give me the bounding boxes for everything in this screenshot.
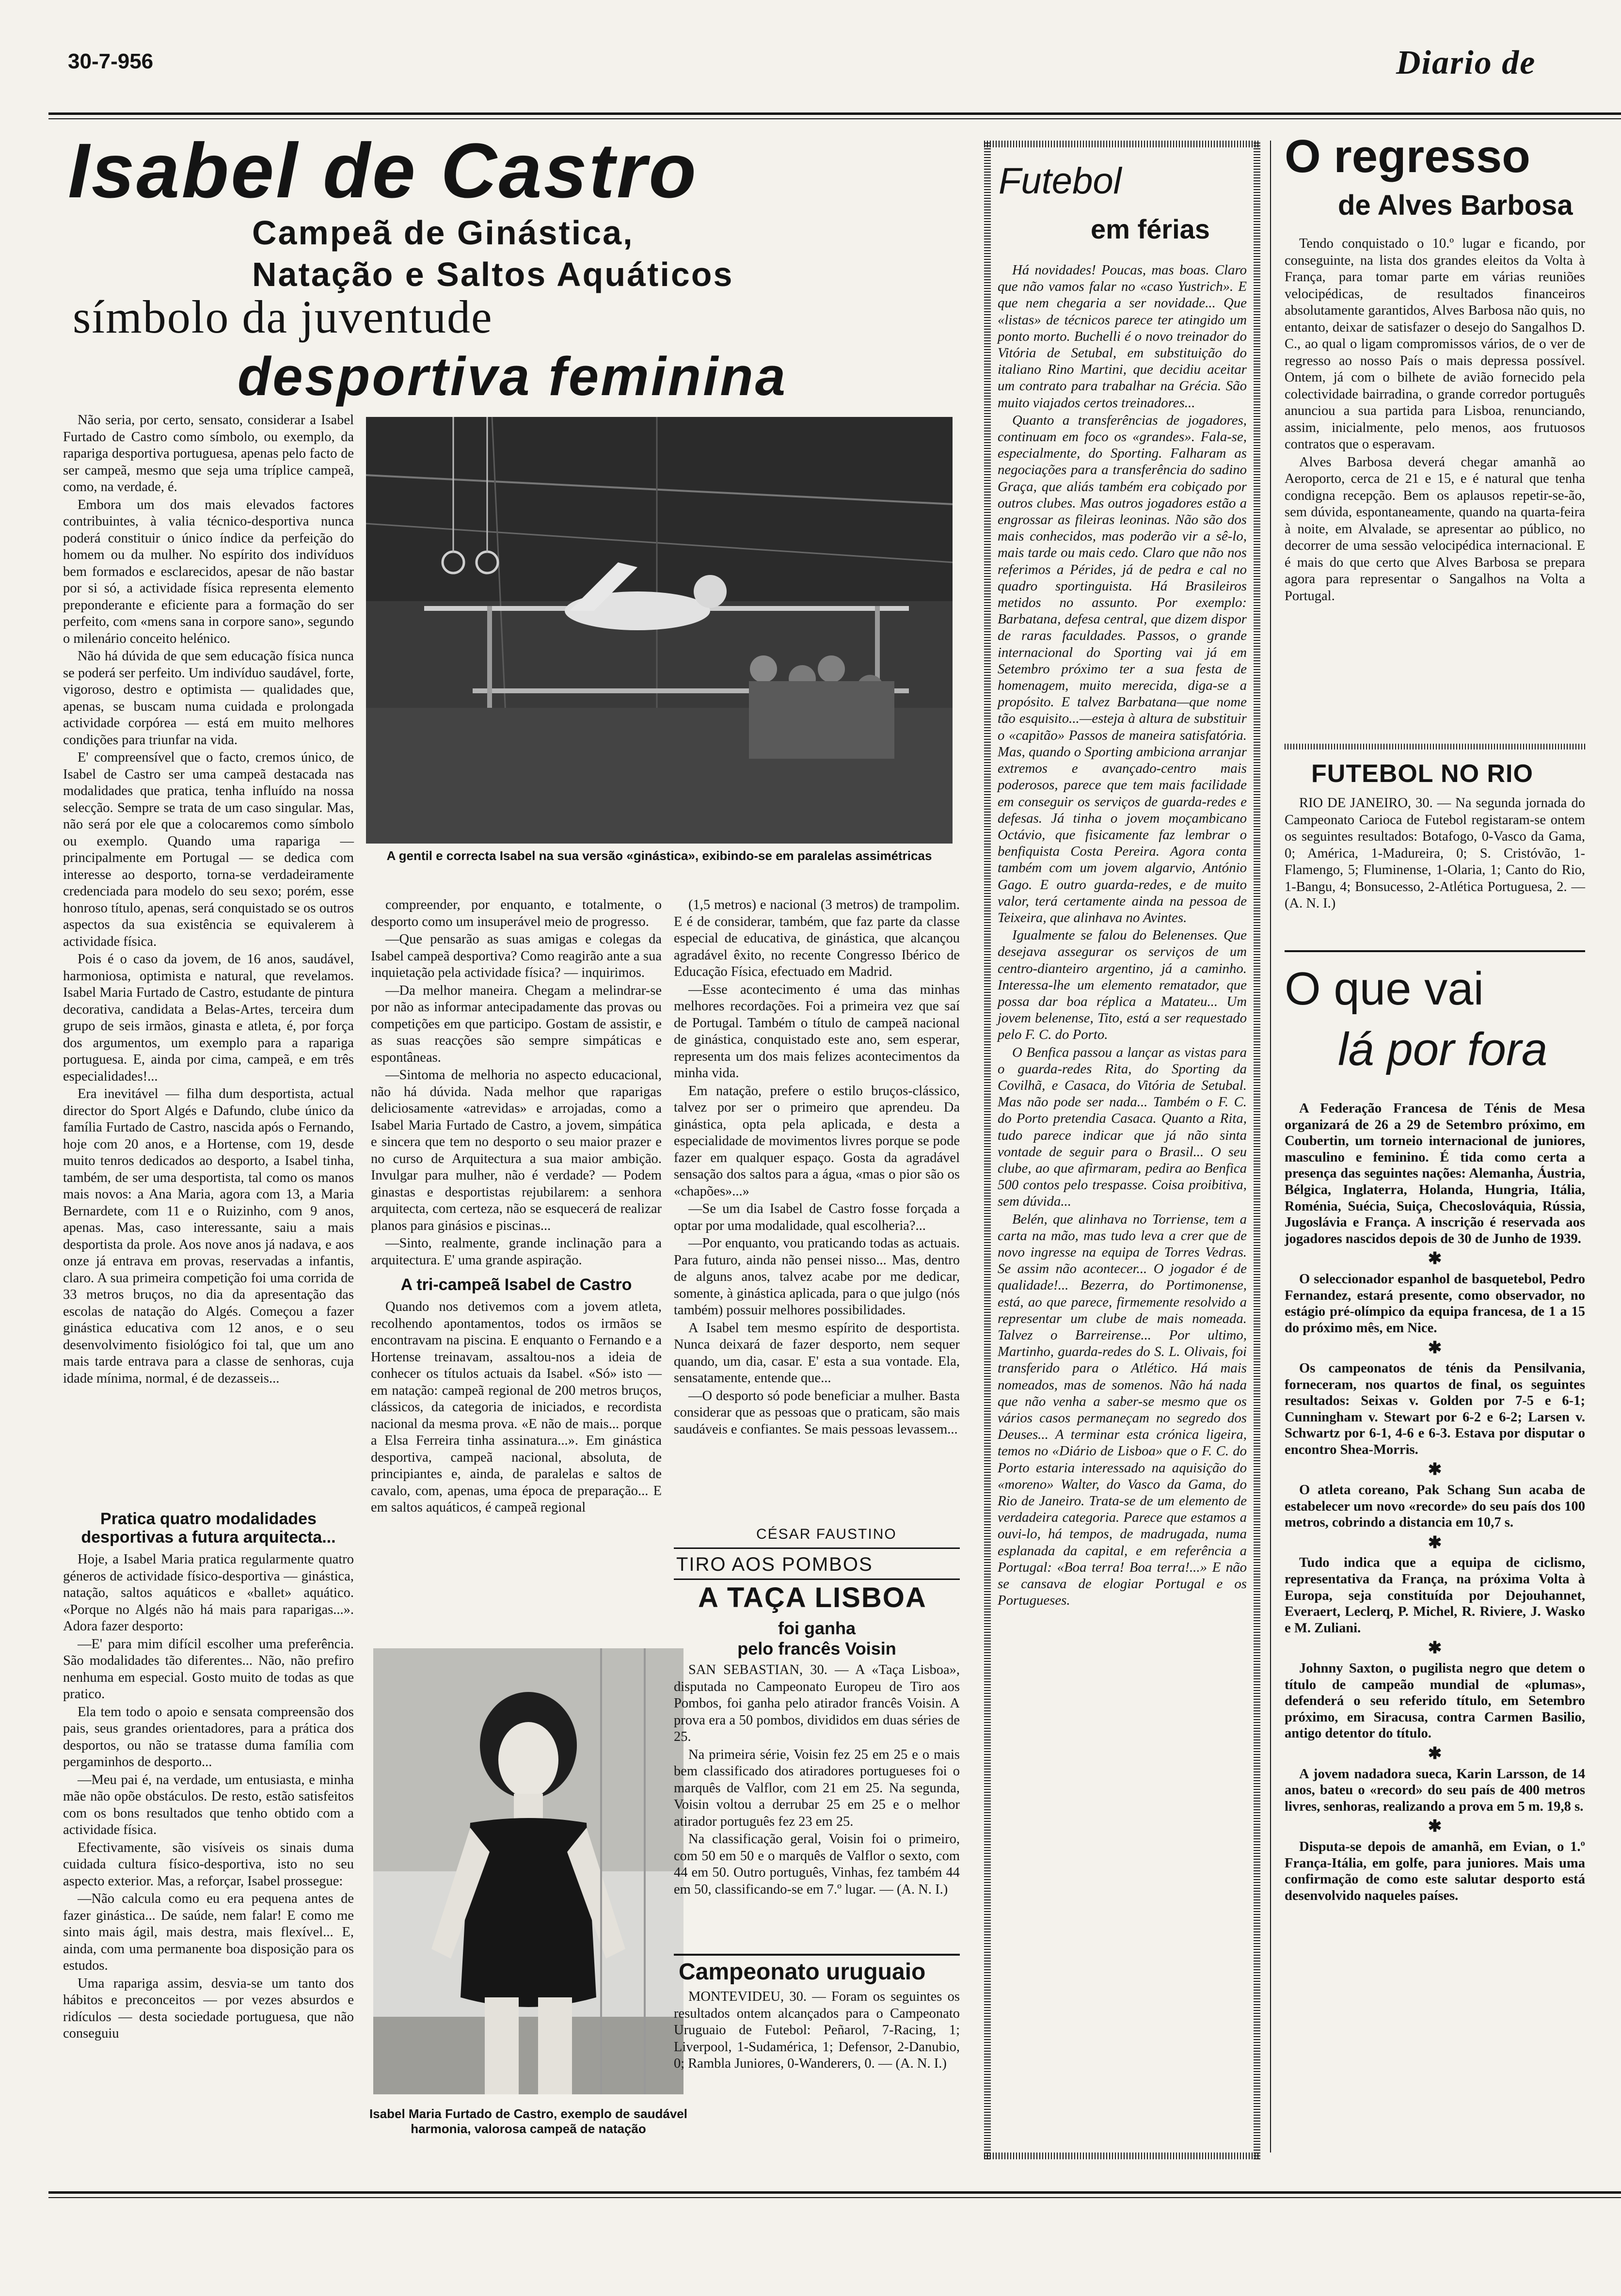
paragraph: —O desporto só pode beneficiar a mulher. Basta considerar que as pessoas que o praticam, são mais saudáveis e confiantes. Se mais pessoas levassem... (674, 1388, 960, 1437)
main-subtitle-3: símbolo da juventude (73, 291, 493, 343)
quevai-title-1: O que vai (1285, 963, 1484, 1015)
main-col-1b (63, 1503, 354, 2186)
futebol-box-left-border (984, 141, 991, 2159)
tiro-title: A TAÇA LISBOA (698, 1582, 927, 1613)
page-date: 30-7-956 (68, 49, 154, 73)
swimmer-photo-graphic (373, 1648, 683, 2094)
regresso-title-2: de Alves Barbosa (1338, 190, 1573, 221)
footer-rule-thin (48, 2197, 1621, 2198)
list-item: Os campeonatos de ténis da Pensilvania, forneceram, nos quartos de final, os seguintes resultados: Seixas v. Golden por 7-5 e 6-1; Cunningham v. Stewart por 6-2 e 6-2; Larsen v. Schwartz por 6-1, 4-6 e 6-3. Estava por disputar o encontro Shea-Morris. (1285, 1360, 1585, 1457)
rio-title: FUTEBOL NO RIO (1311, 760, 1533, 788)
quevai-body (1285, 1100, 1585, 2152)
paragraph: Tendo conquistado o 10.º lugar e ficando, por conseguinte, na lista dos grandes eleitos da Volta à França, para tomar parte em várias reuniões velocipédicas, de resultados financeiros absolutamente garantidos, Alves Barbosa não quis, no entanto, deixar de satisfazer o desejo do Sangalhos D. C., ao qual o ligam compromissos vários, de o ver de regresso ao nosso País o mais depressa possível. Ontem, já com o bilhete de avião fornecido pela colectividade bairradina, o grande corredor português anunciou a sua partida para Lisboa, renunciando, assim, inicialmente, pelo menos, aos frutuosos contratos que o esperavam. (1285, 236, 1585, 452)
paragraph: E' compreensível que o facto, cremos único, de Isabel de Castro ser uma campeã destacada nas modalidades que pratica, tenha influído na nossa selecção. Sempre se trata de um caso singular. Mas, não será por ele que a colocaremos como símbolo ou exemplo. Quando uma rapariga — principalmente em Portugal — se dedica com interesse ao desporto, torna-se verdadeiramente credenciada para modelo do seu sexo; porém, esse honroso título, apenas, será conquistado se os outros aspectos da sua existência se equivalerem à actividade física. (63, 750, 354, 949)
paragraph: Hoje, a Isabel Maria pratica regularmente quatro géneros de actividade físico-desportiva — ginástica, natação, saltos aquáticos e «ballet» aquático. «Porque no Algés não há mais para raparigas...». Adora fazer desporto: (63, 1552, 354, 1634)
star-separator-icon: ✱ (1428, 1250, 1442, 1268)
paragraph: Belén, que alinhava no Torriense, tem a carta na mão, mas tudo leva a crer que de novo ingresse na equipa de Torres Vedras. Se assim não acontecer... O jogador é de qualidade!... Bezerra, do Portimonense, está, ao que parece, firmemente resolvido a representar um clube de mais nomeada. Talvez o Barreirense... Por ultimo, Martinho, guarda-redes do S. L. Olivais, foi transferido para o Atlético. Há mais nomeados, mas de somenos. Não há nada que não venha a saber-se mesmo que os vários casos permaneçam no segredo dos Deuses... A terminar esta crónica ligeira, temos no «Diário de Lisboa» que o F. C. do Porto estaria interessado na aquisição do «moreno» Walter, do Vasco da Gama, do Rio de Janeiro. Trata-se de um elemento de verdadeira categoria. Parece que estamos a ouvi-lo, há tempos, de madrugada, numa esplanada da capital, e em referência a Portugal: «Boa terra! Boa terra!...» E não se cansava de elogiar Portugal e os Portugueses. (998, 1211, 1247, 1609)
futebol-title-2: em férias (1091, 214, 1210, 244)
regresso-body (1285, 236, 1585, 730)
rio-bottom-rule (1285, 950, 1585, 952)
section-heading: A tri-campeã Isabel de Castro (400, 1276, 632, 1294)
masthead: Diario de (1396, 44, 1536, 81)
main-col-2 (371, 897, 662, 1634)
paragraph: (1,5 metros) e nacional (3 metros) de trampolim. E é de considerar, também, que faz parte da classe especial de educativa, de ginástica, que alcançou agradável êxito, no recente Congresso Ibérico de Educação Física, efectuado em Madrid. (674, 897, 960, 979)
paragraph: Efectivamente, são visíveis os sinais duma cuidada cultura físico-desportiva, isto no seu aspecto exterior. Mas, a reforçar, Isabel prossegue: (63, 1840, 354, 1889)
list-item: Tudo indica que a equipa de ciclismo, representativa da França, na próxima Volta à Europa, seja constituída por Dejouhannet, Everaert, Leclerq, P. Michel, R. Riviere, J. Wasko e M. Zuliani. (1285, 1555, 1585, 1636)
uruguaio-title: Campeonato uruguaio (679, 1959, 926, 1985)
main-col-1 (63, 412, 354, 1386)
list-item: Disputa-se depois de amanhã, em Evian, o 1.º França-Itália, em golfe, para juniores. Mais uma confirmação de como este salutar desporto está desenvolvido naqueles países. (1285, 1839, 1585, 1903)
paragraph: —Por enquanto, vou praticando todas as actuais. Para futuro, ainda não pensei nisso... Mas, dentro de alguns anos, talvez acabe por me dedicar, somente, à ginástica aplicada, para o que julgo (nós também) possuir melhores possibilidades. (674, 1236, 960, 1318)
list-item: A jovem nadadora sueca, Karin Larsson, de 14 anos, bateu o «record» do seu país de 400 metros livres, senhoras, realizando a prova em 5 m. 19,8 s. (1285, 1766, 1585, 1814)
uruguaio-rule (674, 1954, 960, 1956)
section-heading: Pratica quatro modalidades desportivas a futura arquitecta... (81, 1510, 336, 1547)
futebol-box-top-border (984, 141, 1260, 147)
gymnastics-photo-graphic (366, 417, 953, 844)
paragraph: Em natação, prefere o estilo bruços-clássico, talvez por ser o primeiro que aprendeu. Da ginástica, opta pela aplicada, e desta a especialidade de movimentos livres porque se pode fazer em qualquer espaço. Gosta da agradável sensação dos saltos para a água, «mas o pior são os «chapões»...» (674, 1083, 960, 1199)
paragraph: Não há dúvida de que sem educação física nunca se poderá ser perfeito. Um indivíduo saudável, forte, vigoroso, destro e optimista — qualidades que, apenas, se buscam numa cuidada e prolongada actividade corpórea — está em muito melhores condições para triunfar na vida. (63, 649, 354, 748)
list-item: O atleta coreano, Pak Schang Sun acaba de estabelecer um novo «recorde» do seu país dos 100 metros, cobrindo a distancia em 10,7 s. (1285, 1483, 1585, 1531)
paragraph: Era inevitável — filha dum desportista, actual director do Sport Algés e Dafundo, clube único da família Furtado de Castro, nascida após o Fernando, hoje com 20 anos, e a Hortense, com 19, desde muito tenros dedicados ao desporto, a Isabel tinha, também, de ser uma desportista, tal como os manos mais novos: a Ana Maria, agora com 13, a Maria Bernardete, com 11 e o Ruizinho, com 9 anos, apenas. Mas, caso interessante, saiu a mais desportista da prole. Aos nove anos já nadava, e aos onze já entrava em provas, reservadas a infantis, claro. A sua primeira competição foi uma corrida de 33 metros bruços, no dia da apresentação das escolas de natação do Algés. Começou a fazer ginástica educativa com 12 anos, e o seu desenvolvimento fisiológico foi tal, que um ano mais tarde entrava para a classe de senhoras, cuja idade mínima, normal, é de dezasseis... (63, 1086, 354, 1386)
futebol-box-right-border (1254, 141, 1260, 2159)
paragraph: —Sintoma de melhoria no aspecto educacional, não há dúvida. Nada melhor que raparigas deliciosamente «atrevidas» e arrojadas, como a Isabel Maria Furtado de Castro, a jovem, simpática e sincera que tem no desporto o seu maior prazer e no curso de Arquitectura a sua maior ambição. Invulgar para mulher, não é verdade? — Podem ginastas e desportistas rejubilarem: a senhora arquitecta, com certeza, não se esquecerá de realizar planos para ginásios e piscinas... (371, 1068, 662, 1233)
rio-body (1285, 795, 1585, 945)
list-item: A Federação Francesa de Ténis de Mesa organizará de 26 a 29 de Setembro próximo, em Coubertin, um torneio internacional de juniores, masculino e feminino. É tida como certa a presença das seguintes nações: Alemanha, Áustria, Bélgica, Inglaterra, Holanda, Hungria, Itália, Roménia, Suécia, Suiça, Checoslováquia, Rússia, Jugoslávia e França. A inscrição é reservada aos jogadores nascidos depois de 30 de Junho de 1939. (1285, 1101, 1585, 1246)
paragraph: —E' para mim difícil escolher uma preferência. São modalidades tão diferentes... Não, não prefiro nenhuma em especial. Gosto muito de todas as que pratico. (63, 1636, 354, 1702)
column-divider (1270, 141, 1271, 2152)
paragraph: Não seria, por certo, sensato, considerar a Isabel Furtado de Castro como símbolo, ou exemplo, da rapariga desportiva portuguesa, apenas pelo facto de ser campeã, mesmo que seja uma tríplice campeã, como, na verdade, é. (63, 413, 354, 494)
main-col-3 (674, 897, 960, 1522)
star-separator-icon: ✱ (1428, 1339, 1442, 1357)
paragraph: Há novidades! Poucas, mas boas. Claro que não vamos falar no «caso Yustrich». E que nem chegaria a ser novidade... Que «listas» de técnicos parece ter atingido um ponto morto. Buchelli é o novo treinador do Vitória de Setubal, em substituição do italiano Rino Martini, que decidiu aceitar um contrato para trabalhar na Grécia. São muito viajados certos treinadores... (998, 262, 1247, 411)
byline-rule (674, 1547, 960, 1549)
uruguaio-body (674, 1989, 960, 2139)
swimmer-photo-caption: Isabel Maria Furtado de Castro, exemplo de saudável harmonia, valorosa campeã de natação (369, 2106, 687, 2136)
paragraph: —Esse acontecimento é uma das minhas melhores recordações. Foi a primeira vez que saí de Portugal. Também o título de campeã nacional de ginástica, conquistado este ano, sem esperar, representa um dos mais felizes acontecimentos da minha vida. (674, 982, 960, 1081)
paragraph: SAN SEBASTIAN, 30. — A «Taça Lisboa», disputada no Campeonato Europeu de Tiro aos Pombos, foi ganha pelo atirador francês Voisin. A prova era a 50 pombos, divididos em duas séries de 25. (674, 1662, 960, 1744)
paragraph: Pois é o caso da jovem, de 16 anos, saudável, harmoniosa, optimista e natural, que revelamos. Isabel Maria Furtado de Castro, estudante de pintura decorativa, candidata a Belas-Artes, terceira dum grupo de seis irmãos, ginasta e atleta, é, por força dos argumentos, um exemplo para a rapariga portuguesa. E, ainda por cima, campeã, e em três especialidades!... (63, 952, 354, 1084)
paragraph: MONTEVIDEU, 30. — Foram os seguintes os resultados ontem alcançados para o Campeonato Uruguaio de Futebol: Peñarol, 7-Racing, 1; Liverpool, 1-Sudamérica, 1; Defensor, 2-Danubio, 0; Rambla Juniores, 0-Wanderers, 0. — (A. N. I.) (674, 1989, 960, 2071)
paragraph: —Da melhor maneira. Chegam a melindrar-se por não as informar antecipadamente das provas ou competições em que participo. Gostam de assistir, e as suas reacções são sempre simpáticas e espontâneas. (371, 983, 662, 1065)
header-rule (48, 112, 1621, 115)
quevai-title-2: lá por fora (1338, 1023, 1548, 1075)
paragraph: O Benfica passou a lançar as vistas para o guarda-redes Rita, do Sporting da Covilhã, e Casaca, do Vitória de Setubal. Mas não pode ser nada... Também o F. C. do Porto pretendia Casaca. Quanto a Rita, tudo parece indicar que já não sinta vontade de seguir para o Brasil... O seu clube, ao que afirmaram, pedira ao Benfica 500 contos pelo trespasse. Coisa proibitiva, sem dúvida... (998, 1044, 1247, 1210)
tiro-body (674, 1662, 960, 1953)
rio-top-border (1285, 744, 1585, 749)
main-title: Isabel de Castro (68, 127, 699, 214)
star-separator-icon: ✱ (1428, 1818, 1442, 1836)
star-separator-icon: ✱ (1428, 1461, 1442, 1479)
main-subtitle-2: Natação e Saltos Aquáticos (252, 255, 734, 293)
paragraph: Embora um dos mais elevados factores contribuintes, à valia técnico-desportiva nunca poderá constituir o único índice da perfeição do homem ou da mulher. No espírito dos indivíduos bem formados e esclarecidos, apesar de não bastar por si só, a actividade física representa elemento preponderante e eficiente para a formação do ser perfeito, com «mens sana in corpore sano», segundo o milenário conceito helénico. (63, 497, 354, 646)
paragraph: Na classificação geral, Voisin foi o primeiro, com 50 em 50 e o marquês de Valflor o sexto, com 44 em 50. Outro português, Vinhas, fez também 44 em 50, classificando-se em 7.º lugar. — (A. N. I.) (674, 1832, 960, 1897)
star-separator-icon: ✱ (1428, 1533, 1442, 1552)
main-subtitle-4: desportiva feminina (238, 346, 788, 407)
paragraph: RIO DE JANEIRO, 30. — Na segunda jornada do Campeonato Carioca de Futebol registaram-se ontem os seguintes resultados: Botafogo, 0-Vasco da Gama, 0; América, 1-Madureira, 0; S. Cristóvão, 1-Flamengo, 5; Fluminense, 1-Olaria, 1; Canto do Rio, 1-Bangu, 4; Bonsucesso, 2-Atlética Portuguesa, 2. — (A. N. I.) (1285, 796, 1585, 911)
paragraph: A Isabel tem mesmo espírito de desportista. Nunca deixará de fazer desporto, nem sequer quando, um dia, casar. E' esta a sua vontade. Ela, sensatamente, entende que... (674, 1320, 960, 1386)
main-subtitle-1: Campeã de Ginástica, (252, 214, 634, 252)
paragraph: Quanto a transferências de jogadores, continuam em foco os «grandes». Fala-se, especialmente, do Sporting. Falharam as negociações para a transferência do sadino Graça, que aliás também era cobiçado por outros clubes. Mas outros jogadores estão a engrossar as fileiras leoninas. Não são dos mais conhecidos, mas poderão vir a sê-lo, mais tarde ou mais cedo. Claro que não nos referimos a Pérides, já de pedra e cal no quadro sportinguista. Há Brasileiros metidos no assunto. Por exemplo: Barbatana, defesa central, que dizem dispor de raras faculdades. Passos, o grande internacional do Sporting vai já em Setembro próximo ter a sua festa de homenagem, muito merecida, diga-se a propósito. E talvez Barbatana—que nome tão esquisito...—esteja à altura de substituir o «capitão» Passos de maneira satisfatória. Mas, quando o Sporting ambiciona arranjar extremos e avançado-centro mais poderosos, parece que tem mais facilidade em conseguir os serviços de guarda-redes e defesas. Já tinha o jovem moçambicano Octávio, que fisicamente faz lembrar o benfiquista Costa Pereira. Agora conta também com um jovem algarvio, António Gago. E outro guarda-redes, e de muito valor, terá certamente ainda na pessoa de Teixeira, que alinhava no Avintes. (998, 412, 1247, 925)
paragraph: —Se um dia Isabel de Castro fosse forçada a optar por uma modalidade, qual escolheria?... (674, 1201, 960, 1233)
paragraph: Ela tem todo o apoio e sensata compreensão dos pais, seus grandes orientadores, para a prática dos desportos, ou não se tratasse duma família com pergaminhos de desporto... (63, 1704, 354, 1770)
footer-rule (48, 2191, 1621, 2194)
regresso-title-1: O regresso (1285, 130, 1530, 182)
futebol-body (998, 262, 1247, 2148)
futebol-box-bottom-border (984, 2152, 1260, 2159)
star-separator-icon: ✱ (1428, 1639, 1442, 1658)
header-rule-thin (48, 118, 1621, 119)
paragraph: Alves Barbosa deverá chegar amanhã ao Aeroporto, cerca de 21 e 15, e é natural que tenha condigna recepção. Bem os aplausos repetir-se-ão, sem dúvida, espontaneamente, quando na quarta-feira à noite, em Alvalade, se apresentar ao público, no decorrer de uma sessão velocipédica internacional. E é mais do que certo que Alves Barbosa se prepara agora para representar o Sangalhos na Volta a Portugal. (1285, 454, 1585, 604)
paragraph: —Meu pai é, na verdade, um entusiasta, e minha mãe não opõe obstáculos. De resto, estão satisfeitos com os bons resultados que tenho obtido com a actividade física. (63, 1772, 354, 1837)
byline: CÉSAR FAUSTINO (756, 1526, 897, 1542)
gymnastics-photo (366, 417, 953, 844)
paragraph: —Não calcula como eu era pequena antes de fazer ginástica... De saúde, nem falar! E como me sinto mais ágil, mais destra, mais flexível... E, ainda, com uma permanente boa disposição para os estudos. (63, 1891, 354, 1973)
paragraph: Na primeira série, Voisin fez 25 em 25 e o mais bem classificado dos atiradores portugueses foi o marquês de Valflor, com 21 em 25. Na segunda, Voisin voltou a derrubar 25 em 25 e o melhor atirador português fez 23 em 25. (674, 1747, 960, 1829)
list-item: Johnny Saxton, o pugilista negro que detem o título de campeão mundial de «plumas», defenderá o seu referido título, em Setembro próximo, em Siracusa, contra Carmen Basilio, antigo detentor do título. (1285, 1661, 1585, 1741)
paragraph: compreender, por enquanto, e totalmente, o desporto como um insuperável meio de progresso. (371, 897, 662, 929)
paragraph: Uma rapariga assim, desvia-se um tanto dos hábitos e preconceitos — por vezes absurdos e ridículos — desta sociedade portuguesa, que não conseguiu (63, 1976, 354, 2041)
tiro-rule (674, 1578, 960, 1580)
gymnastics-photo-caption: A gentil e correcta Isabel na sua versão «ginástica», exibindo-se em paralelas assimétricas (386, 848, 932, 863)
tiro-sub-2: pelo francês Voisin (737, 1639, 896, 1658)
tiro-kicker: TIRO AOS POMBOS (676, 1554, 873, 1575)
futebol-title-1: Futebol (999, 160, 1122, 202)
swimmer-photo (373, 1648, 683, 2094)
paragraph: Quando nos detivemos com a jovem atleta, recolhendo apontamentos, todos os irmãos se encontravam na piscina. E enquanto o Fernando e a Hortense treinavam, assaltou-nos a ideia de conhecer os títulos actuais da Isabel. «Só» isto — em natação: campeã regional de 200 metros bruços, clássicos, da categoria de iniciados, e recordista nacional da mesma prova. «E não de mais... porque a Elsa Ferreira tinha assinatura...». Em ginástica desportiva, campeã nacional, absoluta, de principiantes e, ainda, de paralelas e saltos de cavalo, com, apenas, uma época de preparação... E em saltos aquáticos, é campeã regional (371, 1299, 662, 1515)
star-separator-icon: ✱ (1428, 1744, 1442, 1763)
paragraph: —Sinto, realmente, grande inclinação para a arquitectura. E' uma grande aspiração. (371, 1236, 662, 1268)
tiro-sub-1: foi ganha (778, 1618, 856, 1638)
paragraph: —Que pensarão as suas amigas e colegas da Isabel campeã desportiva? Como reagirão ante a sua inquietação pela actividade física? — inquirimos. (371, 932, 662, 980)
list-item: O seleccionador espanhol de basquetebol, Pedro Fernandez, estará presente, como observador, no estágio pré-olímpico da equipa francesa, de 1 a 15 do próximo mês, em Nice. (1285, 1271, 1585, 1336)
paragraph: Igualmente se falou do Belenenses. Que desejava assegurar os serviços de um centro-dianteiro argentino, já a caminho. Interessa-lhe um elemento rematador, que possa dar boa réplica a Matateu... Um jovem belenense, Tito, está a ser requestado pelo F. C. do Porto. (998, 927, 1247, 1043)
